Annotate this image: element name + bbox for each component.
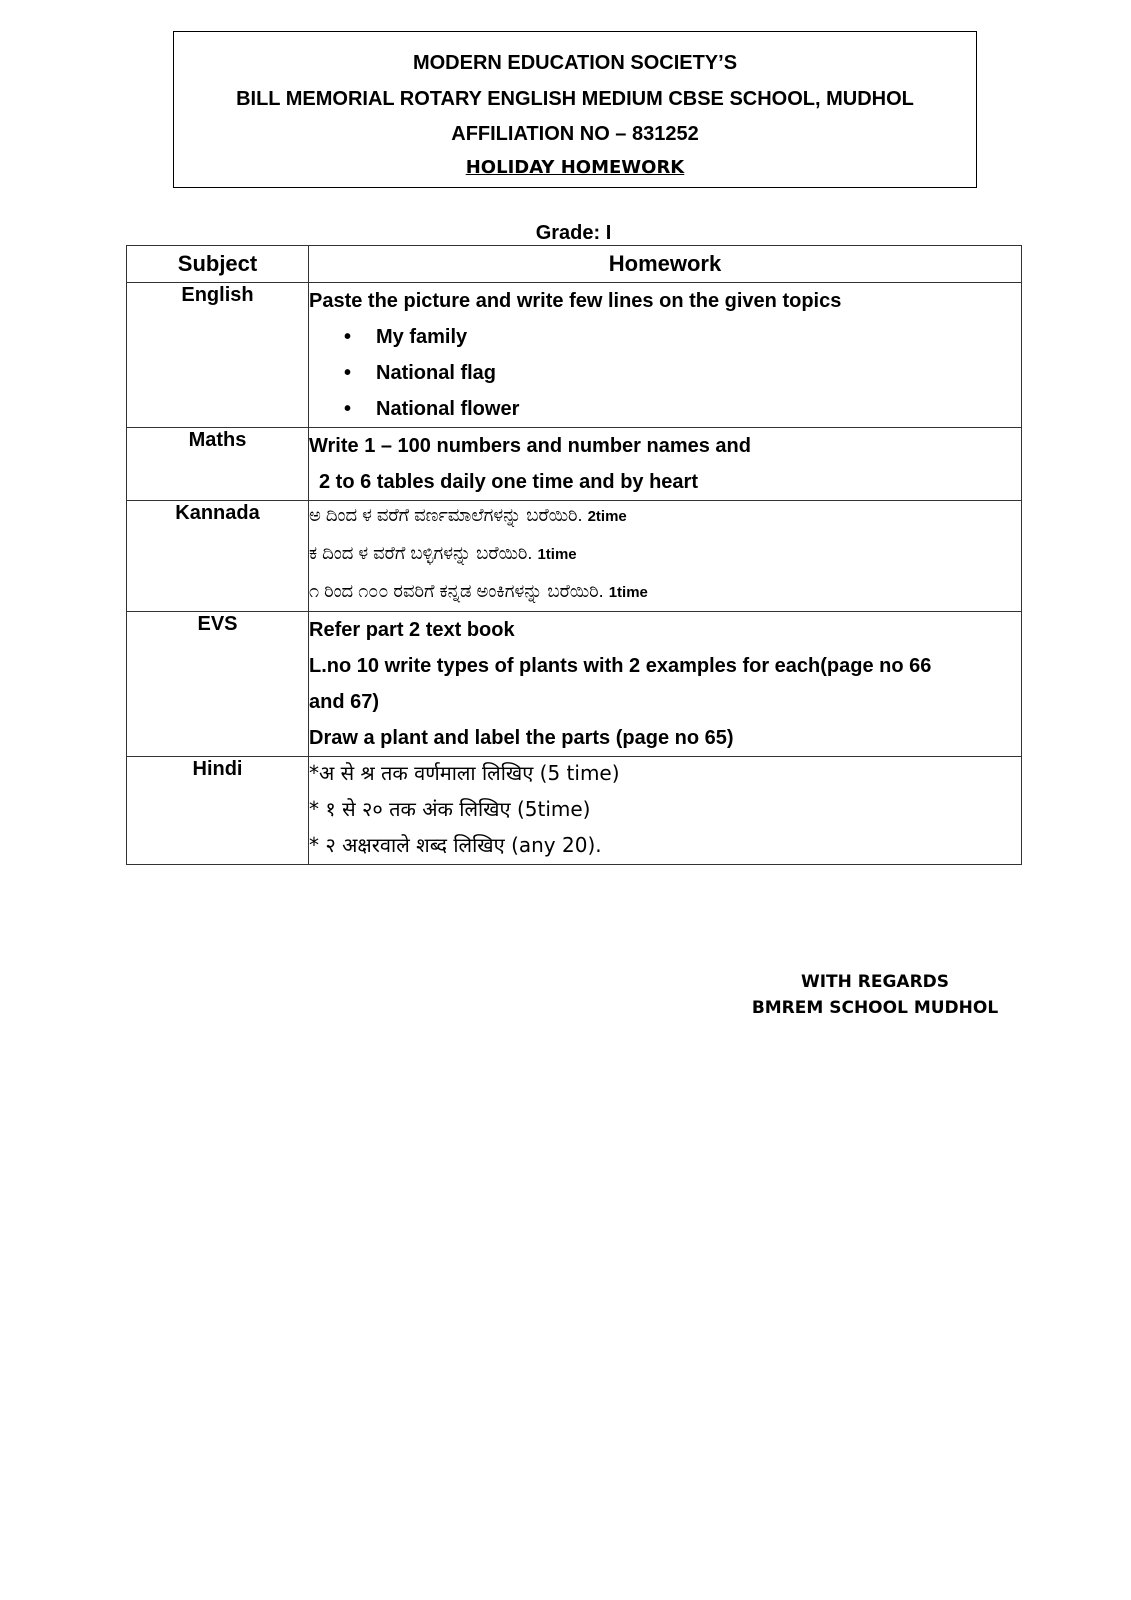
homework-cell-english	[309, 283, 1022, 428]
english-instruction: Paste the picture and write few lines on the given topics	[309, 290, 842, 312]
document-title: HOLIDAY HOMEWORK	[465, 157, 685, 178]
homework-cell-hindi	[309, 757, 1022, 865]
maths-line-1: Write 1 – 100 numbers and number names and	[309, 435, 751, 457]
homework-cell-maths	[309, 428, 1022, 501]
subject-cell-english: English	[127, 283, 309, 428]
maths-line-2: 2 to 6 tables daily one time and by heart	[319, 471, 698, 493]
subject-cell-evs: EVS	[127, 612, 309, 757]
table-row-english	[127, 283, 1022, 428]
column-header-homework: Homework	[309, 246, 1022, 283]
evs-line-4: Draw a plant and label the parts (page no 65)	[309, 727, 734, 749]
table-row-evs	[127, 612, 1022, 757]
grade-label: Grade: I	[535, 222, 612, 244]
table-row-kannada	[127, 501, 1022, 612]
kannada-line-1: ಅ ದಿಂದ ಳ ವರೆಗೆ ವರ್ಣಮಾಲೆಗಳನ್ನು ಬರೆಯಿರಿ. 2time	[309, 505, 627, 525]
bullet-icon: •	[344, 398, 352, 420]
table-row-maths	[127, 428, 1022, 501]
bullet-icon: •	[344, 362, 352, 384]
society-name: MODERN EDUCATION SOCIETY’S	[412, 52, 738, 74]
subject-cell-maths: Maths	[127, 428, 309, 501]
subject-cell-hindi: Hindi	[127, 757, 309, 865]
homework-table	[126, 245, 1022, 865]
homework-cell-evs	[309, 612, 1022, 757]
evs-line-3: and 67)	[309, 691, 380, 713]
hindi-line-2: * १ से २० तक अंक लिखिए (5time)	[309, 797, 591, 821]
school-name: BILL MEMORIAL ROTARY ENGLISH MEDIUM CBSE SCHOOL, MUDHOL	[236, 88, 914, 110]
closing-regards: WITH REGARDS	[800, 972, 950, 992]
table-row-hindi	[127, 757, 1022, 865]
list-item: • My family	[376, 319, 1021, 355]
kannada-line-3: ೧ ರಿಂದ ೧೦೦ ರವರಿಗೆ ಕನ್ನಡ ಅಂಕಿಗಳನ್ನು ಬರೆಯಿರಿ. 1time	[309, 581, 648, 601]
table-header-row	[127, 246, 1022, 283]
list-item: • National flower	[376, 391, 1021, 427]
homework-cell-kannada	[309, 501, 1022, 612]
hindi-line-3: * २ अक्षरवाले शब्द लिखिए (any 20).	[309, 833, 602, 857]
subject-cell-kannada: Kannada	[127, 501, 309, 612]
affiliation-number: AFFILIATION NO – 831252	[451, 123, 699, 145]
evs-line-2: L.no 10 write types of plants with 2 examples for each(page no 66	[309, 655, 932, 677]
column-header-subject: Subject	[127, 246, 309, 283]
hindi-line-1: *अ से श्र तक वर्णमाला लिखिए (5 time)	[309, 761, 620, 785]
header-box	[173, 31, 977, 188]
bullet-icon: •	[344, 326, 352, 348]
kannada-line-2: ಕ ದಿಂದ ಳ ವರೆಗೆ ಬಳ್ಳಿಗಳನ್ನು ಬರೆಯಿರಿ. 1time	[309, 543, 577, 563]
list-item: • National flag	[376, 355, 1021, 391]
evs-line-1: Refer part 2 text book	[309, 619, 515, 641]
school-signature: BMREM SCHOOL MUDHOL	[751, 998, 999, 1018]
english-topic-list	[309, 319, 1021, 427]
